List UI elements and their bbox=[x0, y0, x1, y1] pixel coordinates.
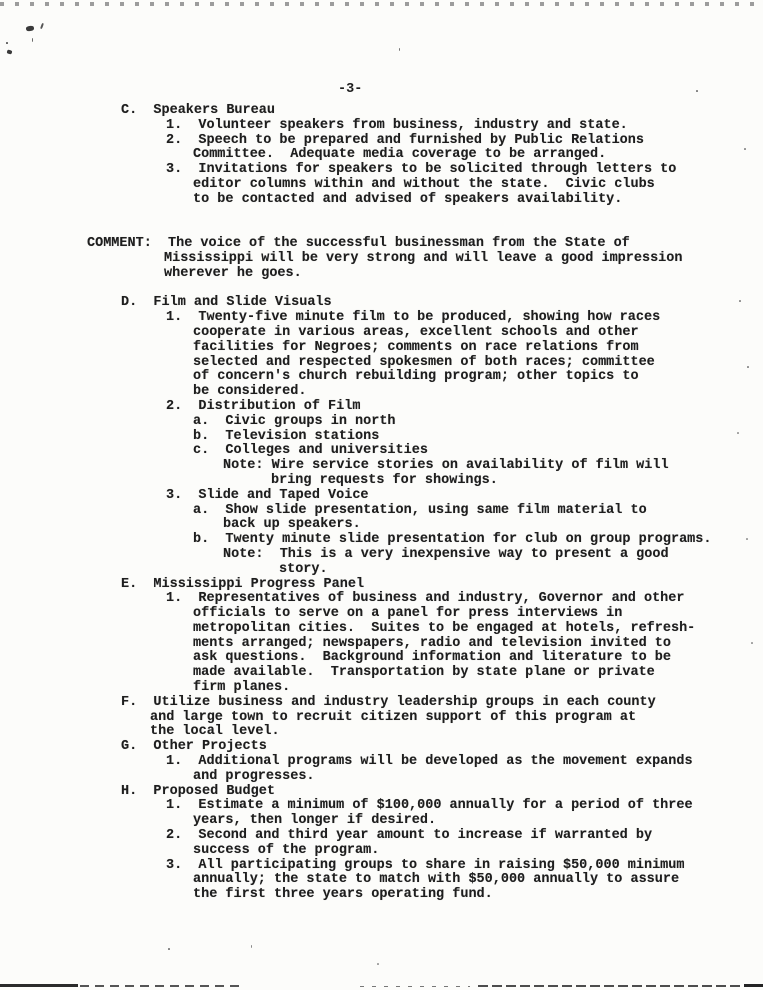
document-line: to be contacted and advised of speakers availability. bbox=[193, 191, 623, 207]
scan-speck bbox=[168, 948, 170, 950]
document-line: 1. Estimate a minimum of $100,000 annually for a period of three bbox=[166, 798, 693, 814]
document-line: Mississippi will be very strong and will leave a good impression bbox=[164, 250, 683, 266]
document-line: Committee. Adequate media coverage to be arranged. bbox=[193, 147, 607, 163]
document-body bbox=[0, 104, 763, 903]
document-line: years, then longer if desired. bbox=[193, 813, 437, 829]
blank-line bbox=[0, 222, 763, 237]
document-line: officials to serve on a panel for press interviews in bbox=[193, 606, 623, 622]
document-line: success of the program. bbox=[193, 842, 380, 858]
page-number: -3- bbox=[338, 82, 363, 97]
scan-bottom-edge-artifact bbox=[744, 984, 763, 987]
document-line: 1. Volunteer speakers from business, industry and state. bbox=[166, 117, 628, 133]
document-line: back up speakers. bbox=[223, 517, 361, 533]
document-line: firm planes. bbox=[193, 680, 291, 696]
document-line: a. Civic groups in north bbox=[193, 413, 396, 429]
document-line: E. Mississippi Progress Panel bbox=[121, 576, 365, 592]
document-line: the local level. bbox=[150, 724, 280, 740]
document-line: annually; the state to match with $50,000 annually to assure bbox=[193, 872, 680, 888]
document-line: COMMENT: The voice of the successful businessman from the State of bbox=[87, 236, 630, 252]
document-line: 2. Distribution of Film bbox=[166, 398, 361, 414]
document-line: 3. Invitations for speakers to be solicited through letters to bbox=[166, 162, 677, 178]
document-line: editor columns within and without the state. Civic clubs bbox=[193, 176, 655, 192]
scan-top-dotted-border bbox=[0, 2, 763, 6]
document-line: 1. Representatives of business and industry, Governor and other bbox=[166, 591, 685, 607]
document-line: the first three years operating fund. bbox=[193, 887, 493, 903]
scan-speck bbox=[26, 25, 35, 31]
scan-bottom-edge-artifact bbox=[80, 985, 240, 987]
document-line: F. Utilize business and industry leadership groups in each county bbox=[121, 694, 656, 710]
scan-bottom-edge-artifact bbox=[478, 985, 746, 987]
document-line: selected and respected spokesmen of both races; committee bbox=[193, 354, 655, 370]
document-line: wherever he goes. bbox=[164, 265, 302, 281]
document-line: cooperate in various areas, excellent schools and other bbox=[193, 324, 639, 340]
document-line: C. Speakers Bureau bbox=[121, 103, 275, 118]
scan-speck bbox=[399, 48, 400, 51]
document-line: H. Proposed Budget bbox=[121, 783, 275, 799]
document-line: ments arranged; newspapers, radio and television invited to bbox=[193, 635, 671, 651]
document-line: 3. Slide and Taped Voice bbox=[166, 487, 369, 503]
document-line: Note: This is a very inexpensive way to present a good bbox=[223, 546, 669, 562]
document-line: bring requests for showings. bbox=[271, 472, 498, 488]
document-line: a. Show slide presentation, using same film material to bbox=[193, 502, 647, 518]
document-line: b. Television stations bbox=[193, 428, 380, 444]
document-line: 2. Second and third year amount to increase if warranted by bbox=[166, 828, 653, 844]
scan-speck bbox=[40, 23, 44, 29]
document-line: c. Colleges and universities bbox=[193, 443, 428, 459]
scan-speck bbox=[696, 90, 698, 92]
document-line: 3. All participating groups to share in raising $50,000 minimum bbox=[166, 857, 685, 873]
scan-speck bbox=[32, 38, 33, 42]
document-line: be considered. bbox=[193, 384, 307, 400]
document-line: and progresses. bbox=[193, 768, 315, 784]
blank-line bbox=[0, 282, 763, 297]
document-line: made available. Transportation by state plane or private bbox=[193, 665, 655, 681]
document-line: metropolitan cities. Suites to be engaged at hotels, refresh- bbox=[193, 620, 696, 636]
document-line: ask questions. Background information and literature to be bbox=[193, 650, 671, 666]
scan-speck bbox=[7, 49, 13, 54]
document-line: 1. Additional programs will be developed as the movement expands bbox=[166, 754, 693, 770]
scan-bottom-edge-artifact bbox=[0, 984, 78, 987]
blank-line bbox=[0, 208, 763, 223]
scan-speck bbox=[251, 945, 252, 948]
document-line: Note: Wire service stories on availability of film will bbox=[223, 458, 669, 474]
document-line: b. Twenty minute slide presentation for club on group programs. bbox=[193, 532, 712, 548]
document-line: facilities for Negroes; comments on race relations from bbox=[193, 339, 639, 355]
scan-speck bbox=[377, 963, 379, 965]
document-line: of concern's church rebuilding program; other topics to bbox=[193, 369, 639, 385]
scan-speck bbox=[6, 42, 8, 44]
document-line: 2. Speech to be prepared and furnished by Public Relations bbox=[166, 132, 644, 148]
document-line: and large town to recruit citizen support of this program at bbox=[150, 709, 637, 725]
scan-bottom-edge-artifact bbox=[360, 986, 470, 987]
document-line: G. Other Projects bbox=[121, 739, 267, 755]
document-line: story. bbox=[279, 561, 328, 577]
document-line: 1. Twenty-five minute film to be produced, showing how races bbox=[166, 310, 661, 326]
document-line: D. Film and Slide Visuals bbox=[121, 295, 332, 311]
